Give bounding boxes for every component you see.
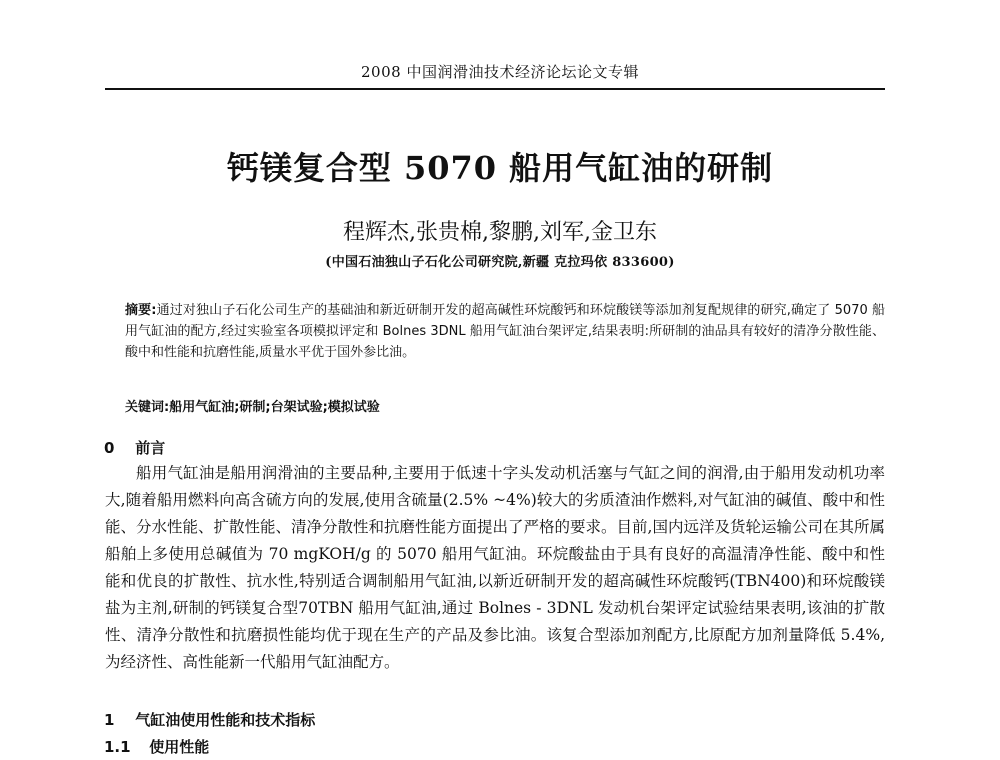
running-header: 2008 中国润滑油技术经济论坛论文专辑 xyxy=(361,63,639,81)
keywords-text: 船用气缸油;研制;台架试验;模拟试验 xyxy=(169,400,380,415)
author-list: 程辉杰,张贵棉,黎鹏,刘军,金卫东 xyxy=(343,220,657,245)
abstract-label: 摘要: xyxy=(125,303,157,318)
author-affiliation: (中国石油独山子石化公司研究院,新疆 克拉玛依 833600) xyxy=(325,255,675,270)
paper-title: 钙镁复合型 5070 船用气缸油的研制 xyxy=(226,149,774,187)
section-number: 1.1 xyxy=(104,738,131,756)
keywords xyxy=(125,396,885,415)
section-heading-1-1 xyxy=(104,736,209,757)
intro-paragraph: 船用气缸油是船用润滑油的主要品种,主要用于低速十字头发动机活塞与气缸之间的润滑,由于船用发动机功率大,随着船用燃料向高含硫方向的发展,使用含硫量(2.5% ~4%)较大的劣质渣油作燃料,对气缸油的碱值、酸中和性能、分水性能、扩散性能、清净分散性和抗磨性能方面提出了严格的要求。目前,国内远洋及货轮运输公司在其所属船舶上多使用总碱值为 70 mgKOH/g 的 5070 船用气缸油。环烷酸盐由于具有良好的高温清净性能、酸中和性能和优良的扩散性、抗水性,特别适合调制船用气缸油,以新近研制开发的超高碱性环烷酸钙(TBN400)和环烷酸镁盐为主剂,研制的钙镁复合型70TBN 船用气缸油,通过 Bolnes - 3DNL 发动机台架评定试验结果表明,该油的扩散性、清净分散性和抗磨损性能均优于现在生产的产品及参比油。该复合型添加剂配方,比原配方加剂量降低 5.4%,为经济性、高性能新一代船用气缸油配方。 xyxy=(105,464,885,671)
section-number: 1 xyxy=(104,711,115,729)
section-heading-0 xyxy=(104,437,165,458)
section-title: 使用性能 xyxy=(149,738,210,756)
abstract xyxy=(125,300,885,363)
abstract-text: 通过对独山子石化公司生产的基础油和新近研制开发的超高碱性环烷酸钙和环烷酸镁等添加剂复配规律的研究,确定了 5070 船用气缸油的配方,经过实验室各项模拟评定和 Bolnes 3DNL 船用气缸油台架评定,结果表明:所研制的油品具有较好的清净分散性能、酸中和性能和抗磨性能,质量水平优于国外参比油。 xyxy=(125,303,886,360)
section-title: 气缸油使用性能和技术指标 xyxy=(135,711,316,729)
section-number: 0 xyxy=(104,439,115,457)
header-divider xyxy=(105,88,885,90)
section-heading-1 xyxy=(104,709,315,730)
section-title: 前言 xyxy=(135,439,166,457)
keywords-label: 关键词: xyxy=(125,400,170,415)
